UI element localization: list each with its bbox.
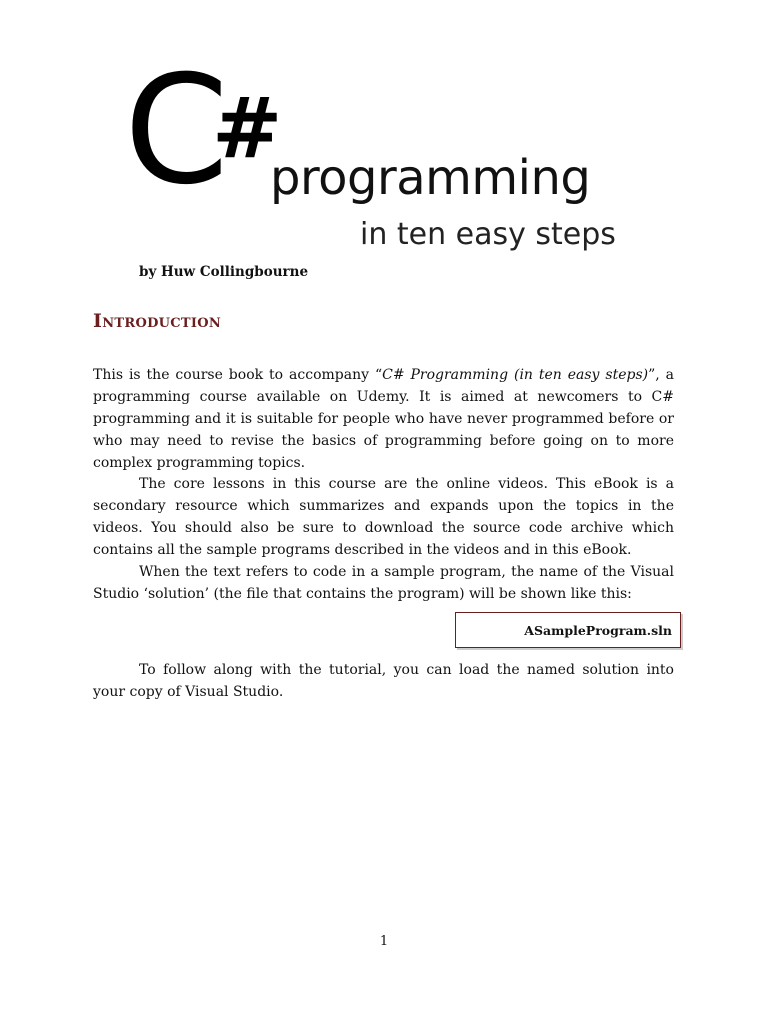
logo-programming-word: programming	[270, 150, 591, 206]
paragraph-intro-start: This is the course book to accompany “	[93, 367, 383, 383]
course-title-italic: C# Programming (in ten easy steps)	[382, 367, 649, 383]
paragraph-follow-along: To follow along with the tutorial, you can load the named solution into your copy of Visual Studio.	[93, 662, 674, 700]
solution-file-box	[455, 612, 681, 648]
logo-subtitle: in ten easy steps	[360, 217, 616, 252]
section-heading: Introduction	[93, 310, 222, 332]
logo-c-letter: C	[124, 44, 227, 218]
page-number: 1	[379, 934, 389, 949]
solution-file-name: ASampleProgram.sln	[524, 622, 672, 638]
logo-hash-symbol: #	[212, 79, 283, 177]
paragraph-solution-note: When the text refers to code in a sample program, the name of the Visual Studio ‘solution’ (the file that contains the program) will be shown like this:	[93, 564, 674, 602]
author-line: by Huw Collingbourne	[139, 264, 309, 280]
paragraph-intro	[93, 365, 674, 475]
paragraph-core-lessons: The core lessons in this course are the online videos. This eBook is a secondary resource which summarizes and expands upon the topics in the videos. You should also be sure to download the source code archive which contains all the sample programs described in the videos and in this eBook.	[93, 476, 674, 558]
paragraph-intro-end: ”, a programming course available on Udemy. It is aimed at newcomers to C# programming and it is suitable for people who have never programmed before or who may need to revise the basics of programming before going on to more complex programming topics.	[93, 367, 675, 471]
course-logo	[124, 44, 624, 266]
